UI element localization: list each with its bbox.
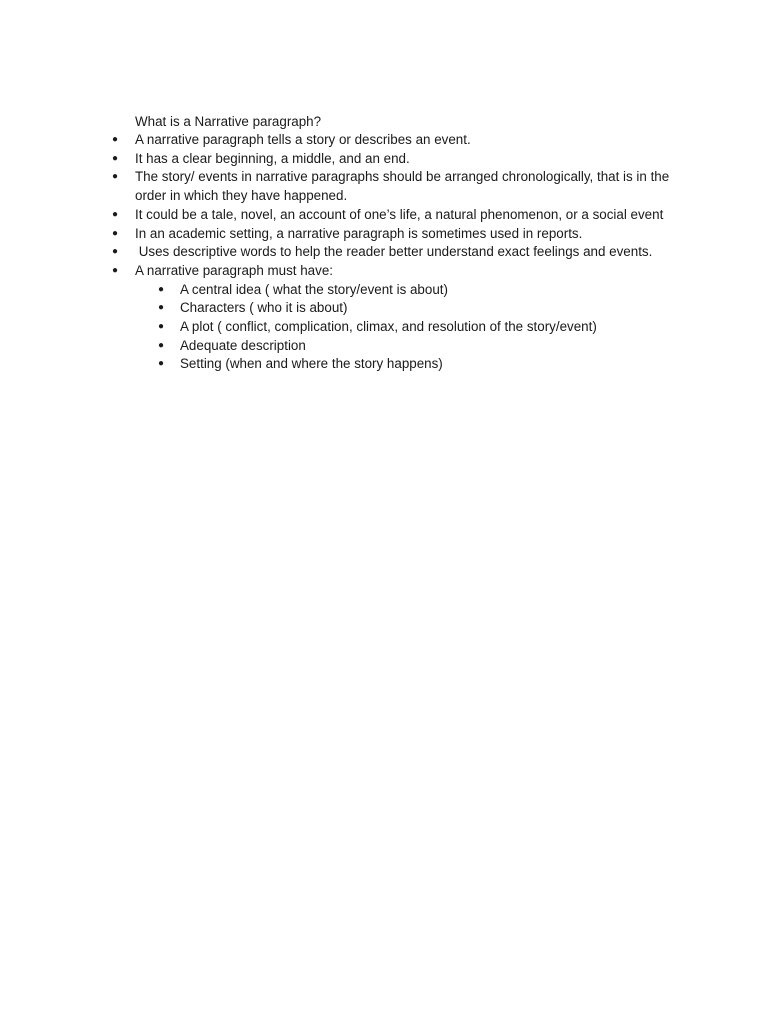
sub-list-item [0, 337, 675, 356]
list-item [0, 262, 675, 281]
bullet-list [0, 131, 768, 374]
bullet-icon: ● [158, 339, 165, 351]
bullet-icon: ● [112, 208, 119, 220]
list-item [0, 131, 675, 150]
list-item-text: It has a clear beginning, a middle, and an end. [135, 150, 410, 166]
sub-list-item-text: Adequate description [180, 337, 306, 353]
list-item-text: A narrative paragraph must have: [135, 262, 333, 278]
sub-list-item-text: A plot ( conflict, complication, climax, and resolution of the story/event) [180, 319, 597, 335]
bullet-icon: ● [112, 264, 119, 276]
list-item-text: In an academic setting, a narrative paragraph is sometimes used in reports. [135, 225, 583, 241]
sub-list-item-text: A central idea ( what the story/event is about) [180, 281, 448, 297]
bullet-icon: ● [158, 358, 165, 370]
bullet-icon: ● [112, 134, 119, 145]
list-item [0, 206, 675, 225]
sub-list-item [0, 355, 675, 374]
bullet-icon: ● [112, 246, 119, 258]
list-item-text: The story/ events in narrative paragraphs should be arranged chronologically, that is in the order in which they have happened. [135, 169, 670, 204]
list-item [0, 150, 675, 169]
sub-list-item [0, 318, 675, 337]
bullet-icon: ● [112, 152, 119, 164]
list-item [0, 225, 675, 244]
list-item-text: Uses descriptive words to help the reader better understand exact feelings and events. [135, 244, 653, 260]
sub-list-item [0, 299, 675, 318]
bullet-icon: ● [112, 171, 119, 183]
list-item [0, 168, 675, 205]
bullet-icon: ● [158, 321, 165, 333]
list-item-text: It could be a tale, novel, an account of one’s life, a natural phenomenon, or a social event [135, 206, 664, 222]
list-item [0, 243, 675, 262]
bullet-icon: ● [158, 283, 165, 295]
sub-list-item-text: Setting (when and where the story happens) [180, 356, 443, 372]
sub-list-item-text: Characters ( who it is about) [180, 300, 348, 316]
bullet-icon: ● [112, 227, 119, 239]
list-item-text: A narrative paragraph tells a story or describes an event. [135, 132, 471, 147]
document-heading: What is a Narrative paragraph? [135, 114, 322, 129]
sub-list-item [0, 281, 675, 300]
bullet-icon: ● [158, 302, 165, 314]
